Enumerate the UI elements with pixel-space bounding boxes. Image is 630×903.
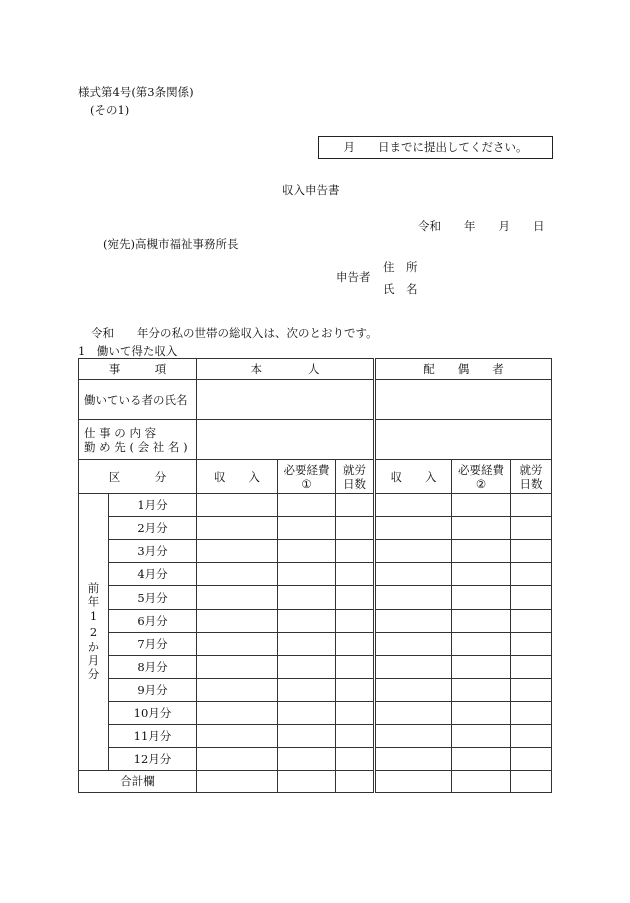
deadline-text: 月 日までに提出してください。 [343, 140, 528, 154]
spouse-income-cell[interactable] [375, 632, 452, 655]
period-label-cell [79, 494, 109, 771]
income-table [78, 358, 552, 793]
self-days-cell[interactable] [336, 724, 375, 747]
spouse-expense-cell[interactable] [452, 747, 511, 770]
header-self-expense-line1: 必要経費 [283, 462, 330, 477]
spouse-days-cell[interactable] [511, 701, 552, 724]
month-label: 9月分 [109, 678, 197, 701]
self-expense-cell[interactable] [278, 494, 336, 517]
spouse-expense-cell[interactable] [452, 586, 511, 609]
table-row [79, 655, 552, 678]
spouse-expense-cell[interactable] [452, 724, 511, 747]
row-job-label [79, 420, 197, 460]
month-label: 6月分 [109, 609, 197, 632]
table-row [79, 701, 552, 724]
self-income-cell[interactable] [197, 494, 278, 517]
spouse-income-cell[interactable] [375, 609, 452, 632]
spouse-income-cell[interactable] [375, 517, 452, 540]
date-line[interactable]: 令和 年 月 日 [418, 219, 545, 233]
spouse-days-cell[interactable] [511, 540, 552, 563]
table-row [79, 540, 552, 563]
spouse-expense-cell[interactable] [452, 494, 511, 517]
table-row [79, 678, 552, 701]
header-spouse-days-line1: 就労 [519, 462, 543, 477]
form-number: 様式第4号(第3条関係) [78, 85, 194, 99]
self-income-cell[interactable] [197, 563, 278, 586]
table-row [79, 563, 552, 586]
self-days-cell[interactable] [336, 540, 375, 563]
header-spouse-days [511, 460, 552, 494]
spouse-income-cell[interactable] [375, 655, 452, 678]
row-worker-name-label: 働いている者の氏名 [79, 380, 197, 420]
self-job-cell[interactable] [197, 420, 375, 460]
spouse-days-cell[interactable] [511, 563, 552, 586]
month-label: 11月分 [109, 724, 197, 747]
spouse-job-cell[interactable] [375, 420, 552, 460]
spouse-days-cell[interactable] [511, 517, 552, 540]
table-row [79, 609, 552, 632]
spouse-days-cell[interactable] [511, 586, 552, 609]
table-row [79, 586, 552, 609]
header-self: 本 人 [197, 359, 375, 380]
form-sub-number: (その1) [90, 103, 130, 117]
spouse-days-cell[interactable] [511, 609, 552, 632]
header-spouse-income: 収 入 [375, 460, 452, 494]
header-self-income: 収 入 [197, 460, 278, 494]
table-row [79, 494, 552, 517]
table-row [79, 517, 552, 540]
spouse-expense-cell[interactable] [452, 563, 511, 586]
header-self-days [336, 460, 375, 494]
header-category: 区 分 [79, 460, 197, 494]
header-self-expense-line2: ① [301, 476, 312, 491]
spouse-days-cell[interactable] [511, 494, 552, 517]
job-label-line2: 勤 め 先 ( 会 社 名 ) [84, 439, 188, 454]
self-days-cell[interactable] [336, 517, 375, 540]
total-label: 合計欄 [79, 770, 197, 792]
self-income-cell[interactable] [197, 655, 278, 678]
header-item: 事 項 [79, 359, 197, 380]
self-days-cell[interactable] [336, 655, 375, 678]
self-expense-cell[interactable] [278, 724, 336, 747]
header-spouse: 配 偶 者 [375, 359, 552, 380]
spouse-income-cell[interactable] [375, 540, 452, 563]
spouse-income-cell[interactable] [375, 678, 452, 701]
spouse-income-cell[interactable] [375, 701, 452, 724]
month-label: 12月分 [109, 747, 197, 770]
spouse-expense-cell[interactable] [452, 678, 511, 701]
self-expense-cell[interactable] [278, 563, 336, 586]
self-income-cell[interactable] [197, 517, 278, 540]
header-spouse-expense-line2: ② [475, 476, 487, 491]
spouse-days-cell[interactable] [511, 747, 552, 770]
self-income-cell[interactable] [197, 609, 278, 632]
total-spouse-days[interactable] [511, 770, 552, 792]
total-spouse-income[interactable] [375, 770, 452, 792]
self-expense-cell[interactable] [278, 678, 336, 701]
header-spouse-days-line2: 日数 [519, 476, 543, 491]
month-label: 5月分 [109, 586, 197, 609]
month-label: 7月分 [109, 632, 197, 655]
self-expense-cell[interactable] [278, 655, 336, 678]
self-income-cell[interactable] [197, 747, 278, 770]
applicant-label: 申告者 [336, 270, 371, 284]
self-expense-cell[interactable] [278, 632, 336, 655]
spouse-income-cell[interactable] [375, 563, 452, 586]
month-label: 1月分 [109, 494, 197, 517]
self-days-cell[interactable] [336, 586, 375, 609]
spouse-income-cell[interactable] [375, 747, 452, 770]
spouse-income-cell[interactable] [375, 724, 452, 747]
spouse-days-cell[interactable] [511, 678, 552, 701]
document-title: 収入申告書 [282, 183, 340, 197]
self-days-cell[interactable] [336, 632, 375, 655]
spouse-income-cell[interactable] [375, 586, 452, 609]
job-label-line1: 仕 事 の 内 容 [84, 425, 157, 440]
month-label: 10月分 [109, 701, 197, 724]
self-expense-cell[interactable] [278, 701, 336, 724]
self-days-cell[interactable] [336, 678, 375, 701]
address-label: 住 所 [383, 260, 418, 274]
spouse-expense-cell[interactable] [452, 540, 511, 563]
self-income-cell[interactable] [197, 586, 278, 609]
total-self-income[interactable] [197, 770, 278, 792]
month-label: 2月分 [109, 517, 197, 540]
self-days-cell[interactable] [336, 609, 375, 632]
month-label: 3月分 [109, 540, 197, 563]
total-self-expense[interactable] [278, 770, 336, 792]
table-row [79, 747, 552, 770]
self-expense-cell[interactable] [278, 747, 336, 770]
self-days-cell[interactable] [336, 701, 375, 724]
self-worker-name-cell[interactable] [197, 380, 375, 420]
self-expense-cell[interactable] [278, 540, 336, 563]
header-self-days-line1: 就労 [343, 462, 367, 477]
self-income-cell[interactable] [197, 540, 278, 563]
self-expense-cell[interactable] [278, 517, 336, 540]
spouse-expense-cell[interactable] [452, 517, 511, 540]
self-days-cell[interactable] [336, 563, 375, 586]
self-days-cell[interactable] [336, 494, 375, 517]
spouse-days-cell[interactable] [511, 632, 552, 655]
spouse-expense-cell[interactable] [452, 701, 511, 724]
spouse-days-cell[interactable] [511, 655, 552, 678]
header-self-days-line2: 日数 [343, 476, 367, 491]
header-self-expense [278, 460, 336, 494]
spouse-expense-cell[interactable] [452, 609, 511, 632]
self-income-cell[interactable] [197, 701, 278, 724]
table-row [79, 632, 552, 655]
self-days-cell[interactable] [336, 747, 375, 770]
self-income-cell[interactable] [197, 678, 278, 701]
addressee: (宛先)高槻市福祉事務所長 [103, 237, 239, 251]
self-expense-cell[interactable] [278, 609, 336, 632]
header-spouse-expense [452, 460, 511, 494]
spouse-worker-name-cell[interactable] [375, 380, 552, 420]
total-self-days[interactable] [336, 770, 375, 792]
income-statement: 令和 年分の私の世帯の総収入は、次のとおりです。 [91, 326, 378, 340]
total-spouse-expense[interactable] [452, 770, 511, 792]
table-row [79, 724, 552, 747]
section-title: 1 働いて得た収入 [78, 344, 178, 358]
deadline-box[interactable] [318, 136, 553, 159]
self-income-cell[interactable] [197, 632, 278, 655]
spouse-days-cell[interactable] [511, 724, 552, 747]
period-label: 前年12か月分 [86, 582, 101, 682]
spouse-income-cell[interactable] [375, 494, 452, 517]
self-income-cell[interactable] [197, 724, 278, 747]
self-expense-cell[interactable] [278, 586, 336, 609]
spouse-expense-cell[interactable] [452, 655, 511, 678]
month-label: 8月分 [109, 655, 197, 678]
name-label: 氏 名 [383, 282, 418, 296]
month-label: 4月分 [109, 563, 197, 586]
header-spouse-expense-line1: 必要経費 [458, 462, 505, 477]
month-rows [79, 494, 552, 771]
spouse-expense-cell[interactable] [452, 632, 511, 655]
